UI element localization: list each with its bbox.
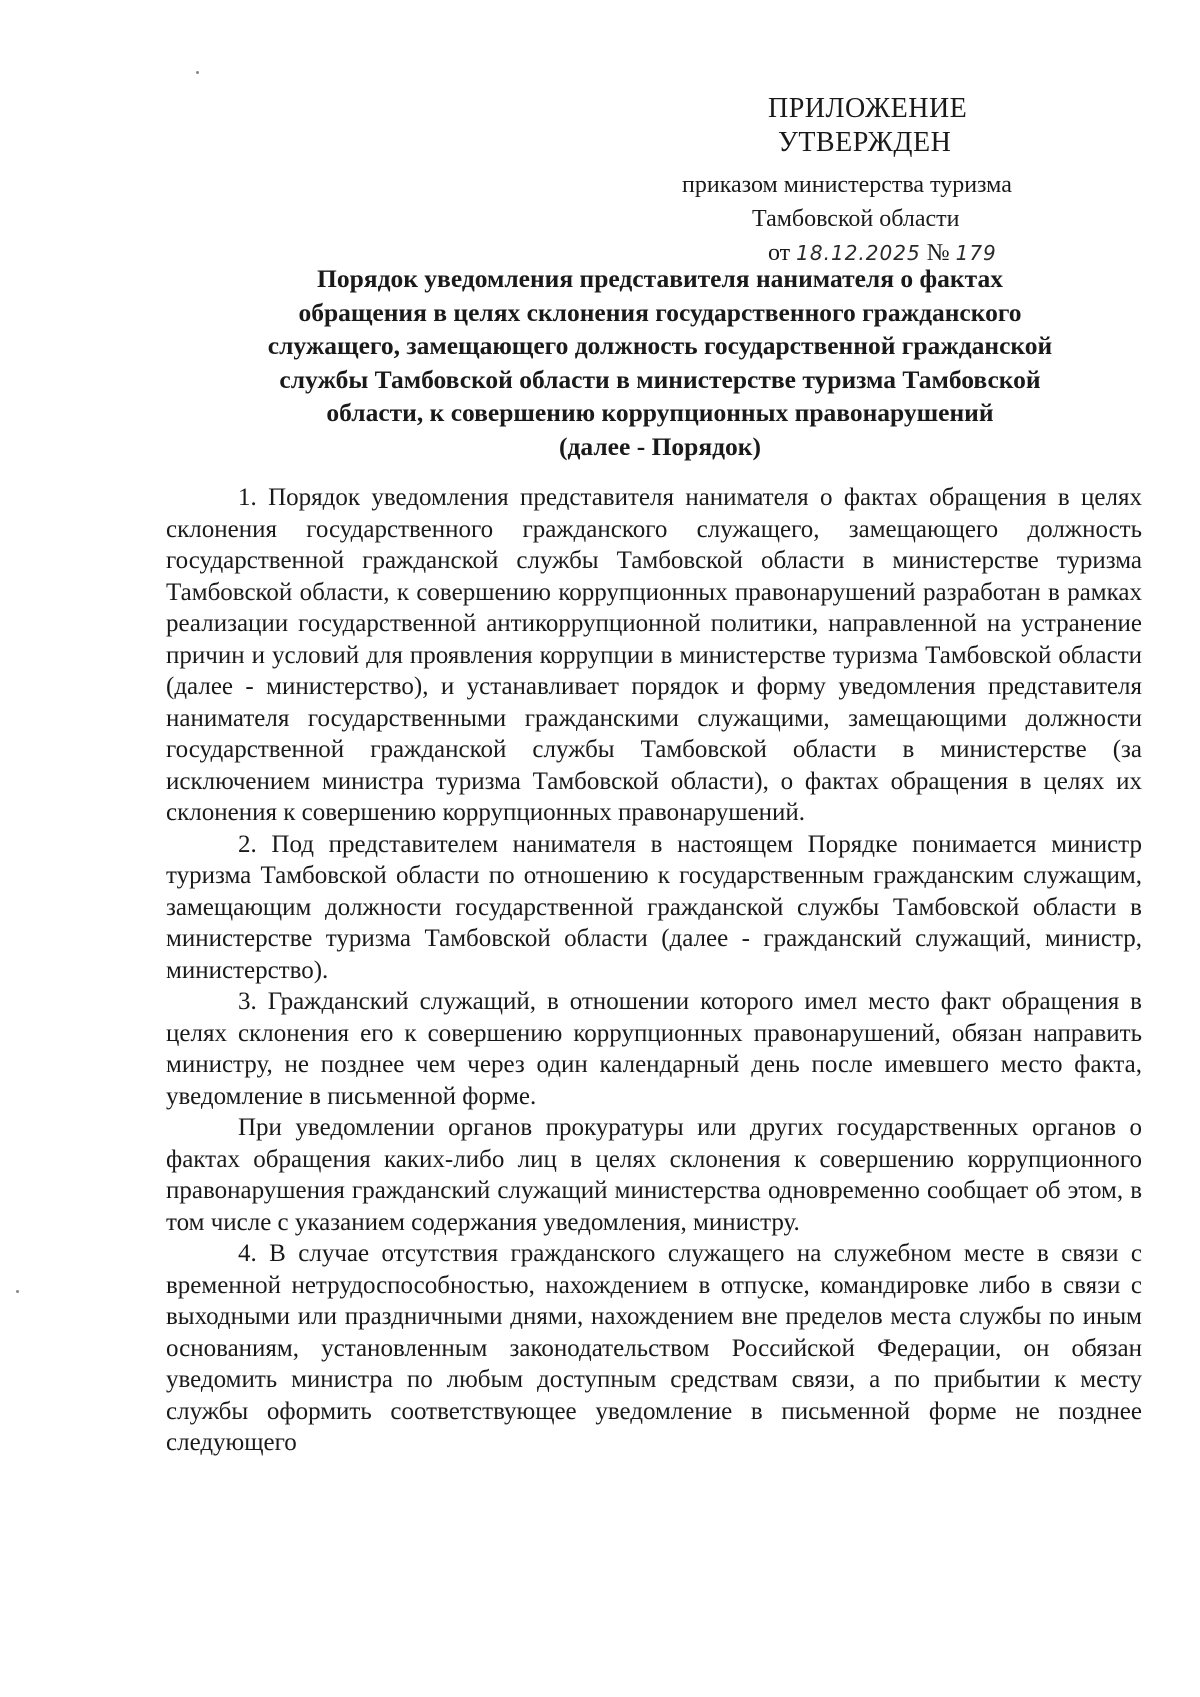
paragraph-3-continued: При уведомлении органов прокуратуры или других государственных органов о фактах обращения каких-либо лиц в целях склонения к совершению коррупционного правонарушения гражданский служащий министерства одновременно сообщает об этом, в том числе с указанием содержания уведомления, министру. (166, 1114, 1142, 1236)
title-line: служащего, замещающего должность государственной гражданской (267, 331, 1053, 360)
document-title (200, 262, 1120, 463)
handwritten-number: 179 (955, 241, 997, 265)
paragraph-4: 4. В случае отсутствия гражданского служащего на служебном месте в связи с временной нетрудоспособностью, нахождением в отпуске, командировке либо в связи с выходными или праздничными днями, нахождением вне пределов места службы по иным основаниям, установленным законодательством Российской Федерации, он обязан уведомить министра по любым доступным средствам связи, а по прибытии к месту службы оформить соответствующее уведомление в письменной форме не позднее следующего (166, 1240, 1142, 1456)
paragraph-2: 2. Под представителем нанимателя в настоящем Порядке понимается министр туризма Тамбовской области по отношению к государственным гражданским служащим, замещающим должности государственной гражданской службы Тамбовской области в министерстве туризма Тамбовской области (далее - гражданский служащий, министр, министерство). (166, 830, 1142, 984)
paragraph-3: 3. Гражданский служащий, в отношении которого имел место факт обращения в целях склонения его к совершению коррупционных правонарушений, обязан направить министру, не позднее чем через один календарный день после имевшего место факта, уведомление в письменной форме. (166, 988, 1142, 1110)
date-prefix: от (768, 240, 791, 266)
scan-speck (16, 1290, 19, 1293)
scan-speck (196, 71, 199, 74)
title-line: Порядок уведомления представителя нанимателя о фактах (317, 264, 1003, 293)
number-prefix: № (926, 240, 950, 266)
title-line: обращения в целях склонения государственного гражданского (298, 297, 1022, 327)
appendix-heading: ПРИЛОЖЕНИЕ (768, 93, 968, 124)
document-body (166, 482, 1142, 1459)
handwritten-date: 18.12.2025 (796, 241, 921, 265)
approval-region: Тамбовской области (752, 206, 960, 232)
paragraph-1: 1. Порядок уведомления представителя нанимателя о фактах обращения в целях склонения государственного гражданского служащего, замещающего должность государственной гражданской службы Тамбовской области в министерстве туризма Тамбовской области, к совершению коррупционных правонарушений разработан в рамках реализации государственной антикоррупционной политики, направленной на устранение причин и условий для проявления коррупции в министерстве туризма Тамбовской области (далее - министерство), и устанавливает порядок и форму уведомления представителя нанимателя государственными гражданскими служащими, замещающими должности государственной гражданской службы Тамбовской области в министерстве (за исключением министра туризма Тамбовской области), о фактах обращения в целях их склонения к совершению коррупционных правонарушений. (166, 484, 1142, 826)
approval-order: приказом министерства туризма (682, 172, 1012, 198)
title-line: области, к совершению коррупционных правонарушений (326, 398, 994, 427)
approved-heading: УТВЕРЖДЕН (778, 127, 952, 158)
title-line: (далее - Порядок) (559, 431, 761, 461)
title-line: службы Тамбовской области в министерстве туризма Тамбовской (279, 364, 1041, 394)
